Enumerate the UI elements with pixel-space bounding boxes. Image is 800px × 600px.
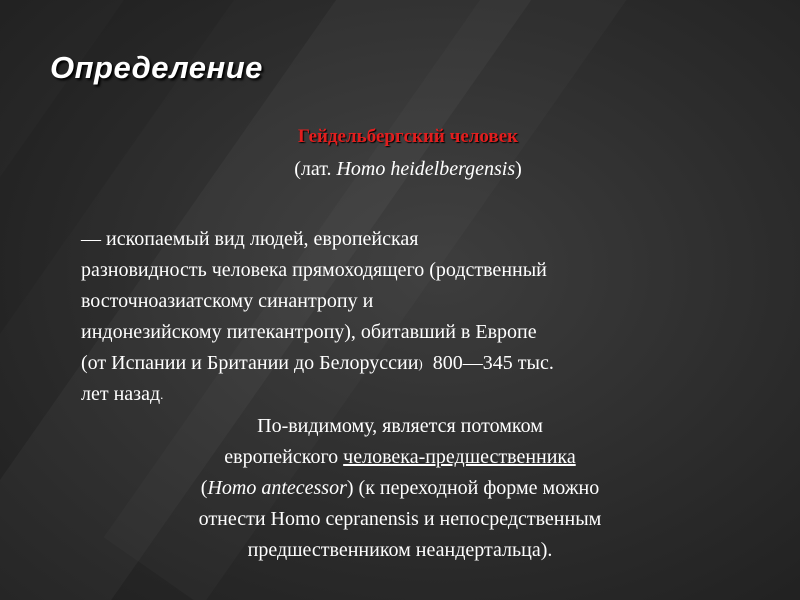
ancestry-text: ) (к переходной форме можно (346, 477, 600, 499)
ancestry-species: Homo antecessor (207, 477, 347, 499)
latin-open: (лат. (294, 158, 337, 180)
ancestry-line (0, 473, 800, 504)
definition-text: лет назад (81, 383, 161, 405)
definition-text: 800—345 тыс. (422, 352, 554, 374)
latin-name (0, 158, 800, 181)
definition-line: разновидность человека прямоходящего (родственный (81, 259, 547, 281)
definition-paragraph (81, 224, 741, 410)
ancestry-line: предшественником неандертальца). (247, 539, 553, 561)
ancestry-line: По-видимому, является потомком (257, 415, 543, 437)
latin-species: Homo heidelbergensis (336, 158, 516, 180)
latin-close: ) (515, 158, 522, 180)
definition-line: восточноазиатскому синантропу и (81, 290, 374, 312)
definition-line: — ископаемый вид людей, европейская (81, 228, 419, 250)
ancestry-text: ( (200, 477, 208, 499)
footnote-mark: . (160, 387, 164, 402)
slide-title: Определение (50, 50, 263, 85)
footnote-mark: ) (418, 356, 423, 371)
ancestry-line: отнести Homo cepranensis и непосредственным (198, 508, 602, 530)
definition-line (81, 348, 741, 379)
ancestry-text: европейского (224, 446, 344, 468)
definition-line (81, 379, 741, 410)
ancestry-paragraph (0, 411, 800, 566)
term-heading: Гейдельбергский человек (297, 126, 519, 147)
homo-antecessor-link[interactable]: человека-предшественника (343, 446, 576, 468)
definition-line: индонезийскому питекантропу), обитавший в Европе (81, 321, 537, 343)
ancestry-line (0, 442, 800, 473)
definition-text: (от Испании и Британии до Белоруссии (81, 352, 419, 374)
